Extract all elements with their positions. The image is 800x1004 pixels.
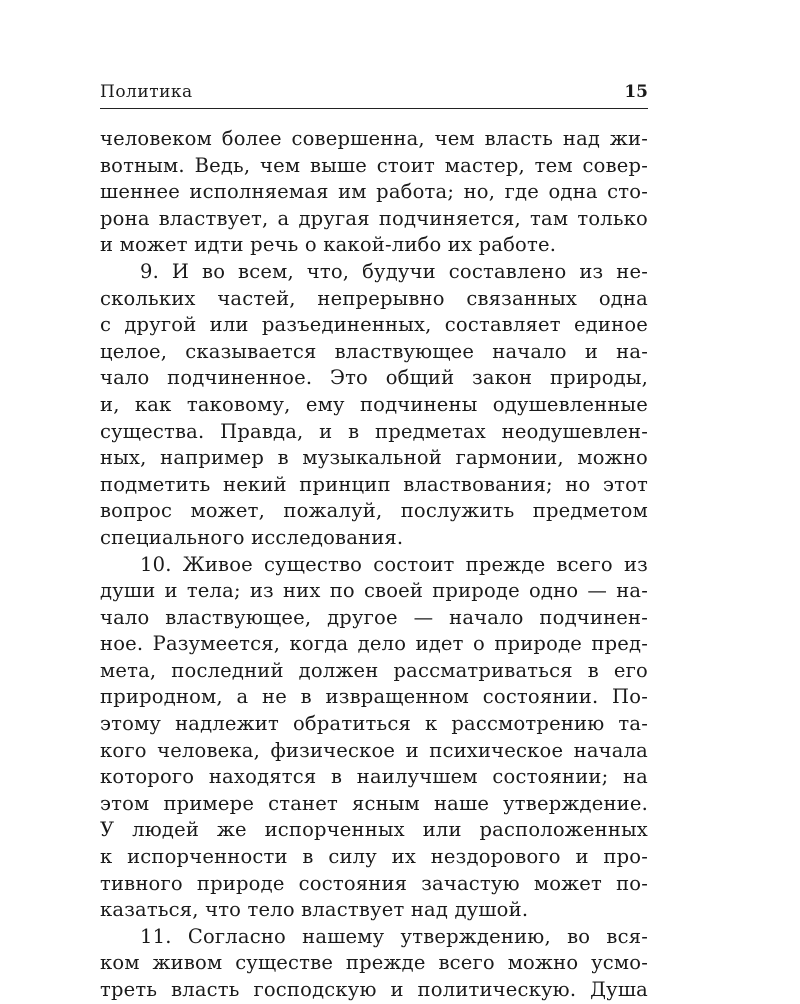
page-number: 15	[624, 82, 648, 102]
text-line: треть власть господскую и политическую. Душа	[100, 978, 648, 1001]
text-line: чало подчиненное. Это общий закон природы,	[100, 366, 648, 390]
text-line: целое, сказывается властвующее начало и на-	[100, 339, 648, 363]
text-line: вопрос может, пожалуй, послужить предметом	[100, 499, 648, 523]
text-line: этому надлежит обратиться к рассмотрению та-	[100, 712, 648, 736]
text-line: казаться, что тело властвует над душой.	[100, 898, 529, 922]
text-line: с другой или разъединенных, составляет единое	[100, 313, 648, 337]
text-line: чало властвующее, другое — начало подчинен-	[100, 605, 648, 629]
text-line: этом примере станет ясным наше утверждение.	[100, 791, 648, 815]
text-line: шеннее исполняемая им работа; но, где одна сто-	[100, 180, 648, 204]
text-line: скольких частей, непрерывно связанных одна	[100, 286, 648, 310]
text-line: существа. Правда, и в предметах неодушевлен-	[100, 419, 648, 443]
text-line: и, как таковому, ему подчинены одушевленные	[100, 392, 648, 416]
text-line: рона властвует, а другая подчиняется, там только	[100, 206, 648, 230]
text-line: души и тела; из них по своей природе одно — на-	[100, 579, 648, 603]
text-line: подметить некий принцип властвования; но этот	[100, 472, 648, 496]
text-line: ных, например в музыкальной гармонии, можно	[100, 446, 648, 470]
text-line: специального исследования.	[100, 525, 404, 549]
paragraph-start-10: 10. Живое существо состоит прежде всего из	[140, 552, 648, 576]
text-line: ное. Разумеется, когда дело идет о природе пред-	[100, 632, 648, 656]
running-header	[100, 82, 648, 109]
text-line: которого находятся в наилучшем состоянии; на	[100, 765, 648, 789]
text-line: тивного природе состояния зачастую может по-	[100, 871, 648, 895]
book-page	[100, 82, 648, 1004]
text-line: к испорченности в силу их нездорового и про-	[100, 845, 648, 869]
paragraph-start-9: 9. И во всем, что, будучи составлено из не-	[140, 259, 648, 283]
body-text	[100, 126, 648, 1004]
paragraph-start-11: 11. Согласно нашему утверждению, во вся-	[140, 924, 648, 948]
running-title: Политика	[100, 82, 193, 102]
text-line: ком живом существе прежде всего можно усмо-	[100, 951, 648, 975]
text-line: человеком более совершенна, чем власть над жи-	[100, 127, 648, 150]
text-line: вотным. Ведь, чем выше стоит мастер, тем совер-	[100, 153, 648, 177]
text-line: и может идти речь о какой-либо их работе.	[100, 233, 557, 257]
text-line: У людей же испорченных или расположенных	[100, 818, 648, 842]
text-line: кого человека, физическое и психическое начала	[100, 738, 648, 762]
text-line: природном, а не в извращенном состоянии. По-	[100, 685, 648, 709]
text-line: мета, последний должен рассматриваться в его	[100, 658, 648, 682]
